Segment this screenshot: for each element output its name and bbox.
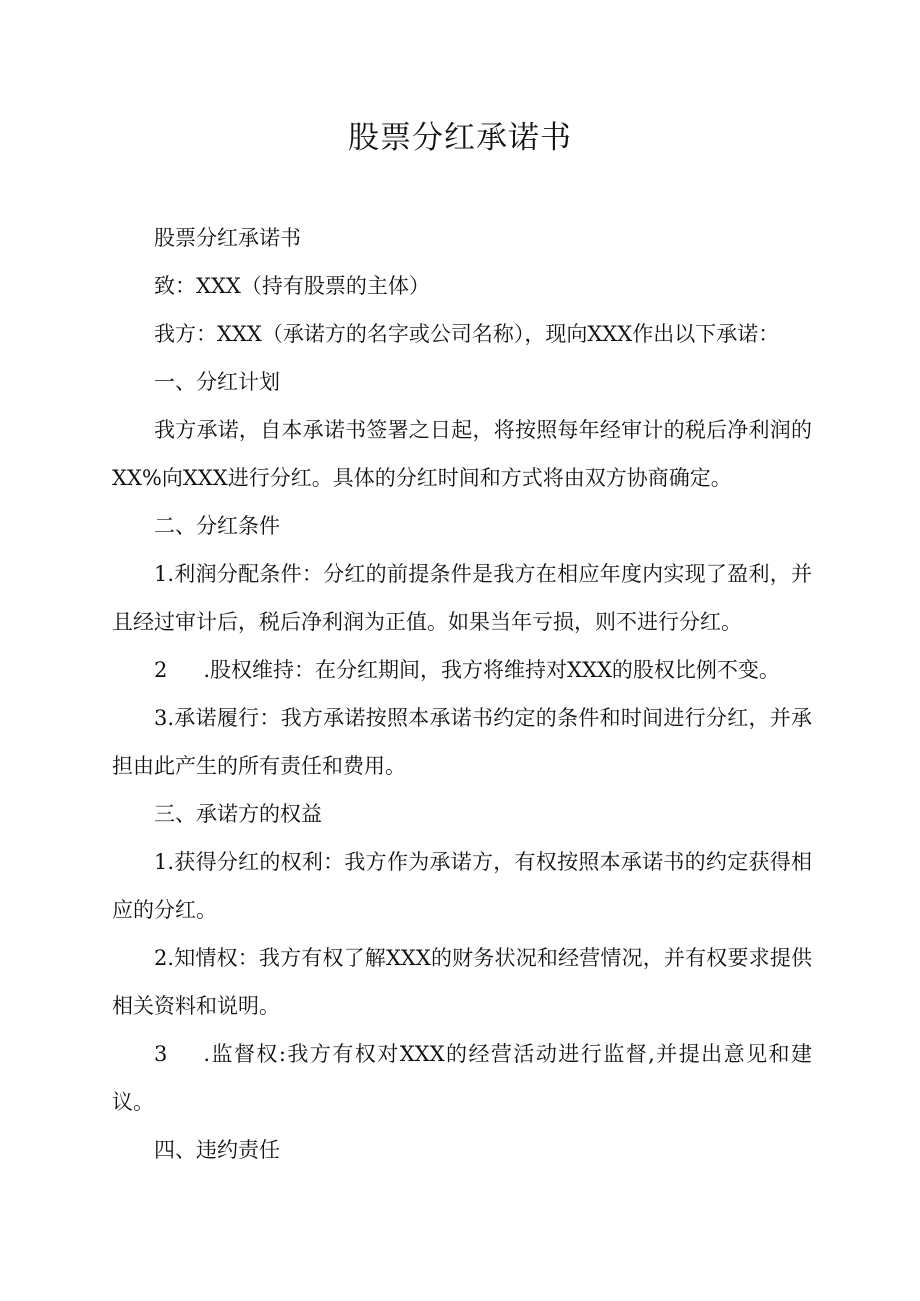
paragraph-heading-repeat: 股票分红承诺书 [154, 226, 301, 250]
paragraph-right-1: 1.获得分红的权利：我方作为承诺方，有权按照本承诺书的约定获得相应的分红。 [112, 850, 812, 922]
section-heading-dividend-conditions: 二、分红条件 [154, 514, 280, 538]
section-heading-rights: 三、承诺方的权益 [154, 802, 322, 826]
paragraph-right-2: 2.知情权：我方有权了解XXX的财务状况和经营情况，并有权要求提供相关资料和说明。 [112, 946, 812, 1018]
section-heading-dividend-plan: 一、分红计划 [154, 370, 280, 394]
paragraph-dividend-plan: 我方承诺，自本承诺书签署之日起，将按照每年经审计的税后净利润的XX%向XXX进行分红。具体的分红时间和方式将由双方协商确定。 [112, 418, 812, 490]
paragraph-condition-2 [112, 646, 812, 694]
document-title: 股票分红承诺书 [348, 120, 572, 156]
section-heading-liability: 四、违约责任 [154, 1138, 280, 1162]
right-3-number: 3 [154, 1042, 168, 1066]
document-body [112, 214, 812, 1174]
paragraph-condition-3: 3.承诺履行：我方承诺按照本承诺书约定的条件和时间进行分红，并承担由此产生的所有责任和费用。 [112, 706, 812, 778]
paragraph-right-3 [112, 1030, 812, 1126]
condition-2-number: 2 [154, 658, 168, 682]
condition-2-text: .股权维持：在分红期间，我方将维持对XXX的股权比例不变。 [203, 658, 780, 682]
paragraph-condition-1: 1.利润分配条件：分红的前提条件是我方在相应年度内实现了盈利，并且经过审计后，税后净利润为正值。如果当年亏损，则不进行分红。 [112, 562, 812, 634]
right-3-text: .监督权:我方有权对XXX的经营活动进行监督,并提出意见和建议。 [112, 1042, 812, 1114]
paragraph-declaration: 我方：XXX（承诺方的名字或公司名称），现向XXX作出以下承诺： [154, 322, 780, 346]
paragraph-addressee: 致：XXX（持有股票的主体） [154, 274, 430, 298]
